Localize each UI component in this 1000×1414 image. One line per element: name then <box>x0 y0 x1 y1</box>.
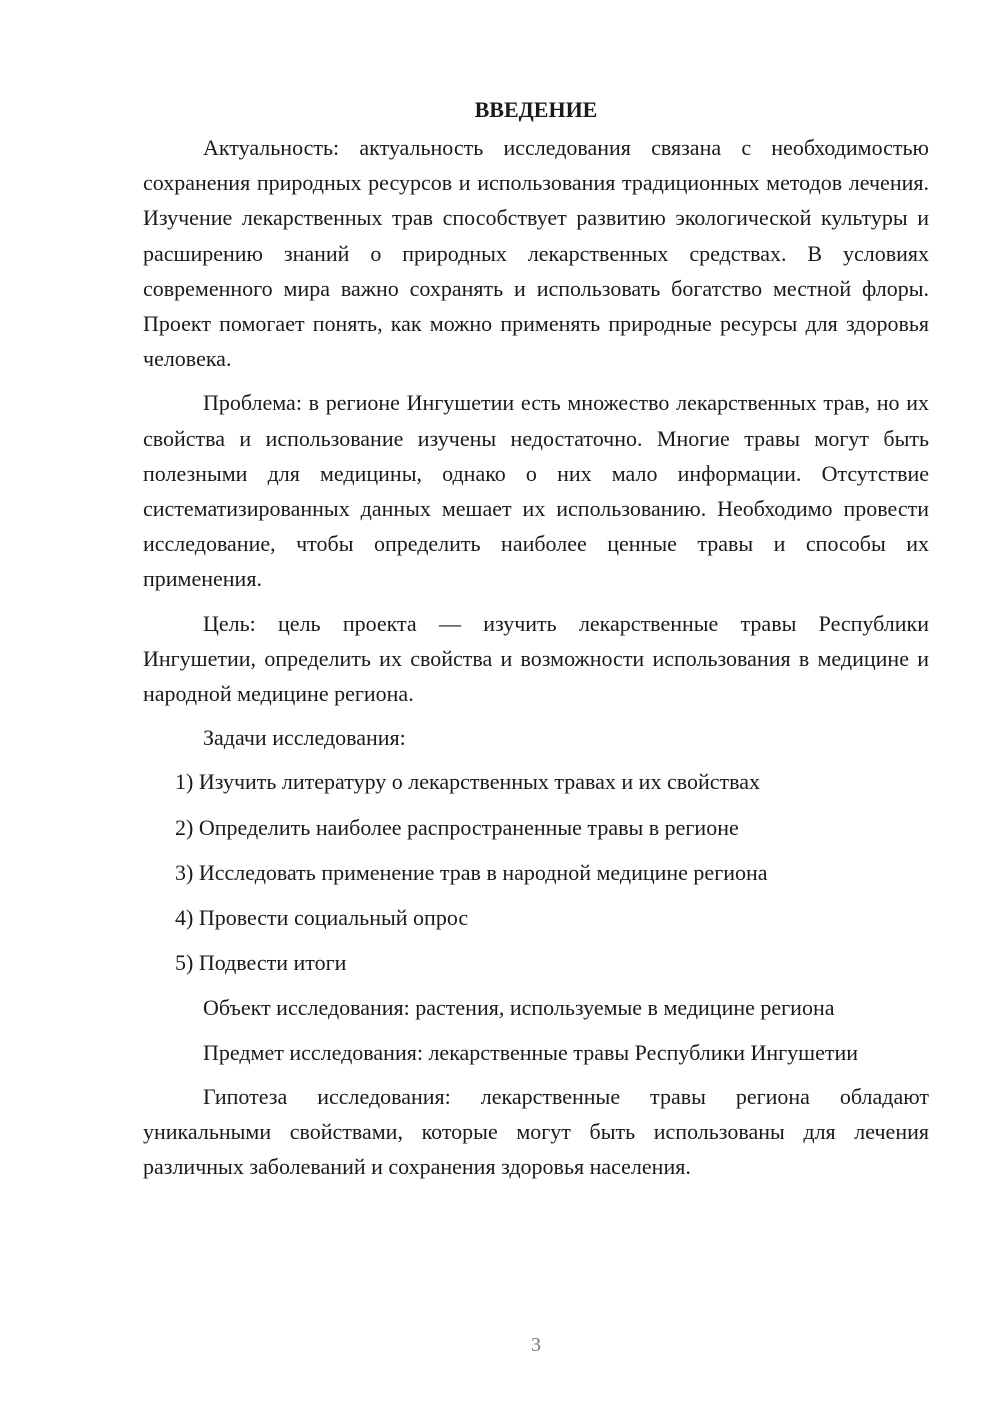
paragraph-hypothesis: Гипотеза исследования: лекарственные травы региона обладают уникальными свойствами, которые могут быть использованы для лечения различных заболеваний и сохранения здоровья населения. <box>143 1083 929 1180</box>
tasks-list <box>143 764 929 980</box>
list-item: 5) Подвести итоги <box>175 950 347 976</box>
list-item: 1) Изучить литературу о лекарственных травах и их свойствах <box>175 769 760 795</box>
paragraph-subject: Предмет исследования: лекарственные травы Республики Ингушетии <box>203 1039 859 1065</box>
list-item: 2) Определить наиболее распространенные травы в регионе <box>175 814 739 840</box>
paragraph-problem: Проблема: в регионе Ингушетии есть множество лекарственных трав, но их свойства и использование изучены недостаточно. Многие травы могут быть полезными для медицины, однако о них мало информации. Отсутствие систематизированных данных мешает их использованию. Необходимо провести исследование, чтобы определить наиболее ценные травы и способы их применения. <box>143 390 929 592</box>
list-item: 4) Провести социальный опрос <box>175 905 469 931</box>
page-number: 3 <box>531 1334 541 1356</box>
list-item: 3) Исследовать применение трав в народной медицине региона <box>175 859 768 885</box>
tasks-heading: Задачи исследования: <box>203 725 406 751</box>
paragraph-goal: Цель: цель проекта — изучить лекарственные травы Республики Ингушетии, определить их свойства и возможности использования в медицине и народной медицине региона. <box>143 610 929 707</box>
document-page <box>143 92 929 1193</box>
paragraph-relevance: Актуальность: актуальность исследования связана с необходимостью сохранения природных ресурсов и использования традиционных методов лечения. Изучение лекарственных трав способствует развитию экологической культуры и расширению знаний о природных лекарственных средствах. В условиях современного мира важно сохранять и использовать богатство местной флоры. Проект помогает понять, как можно применять природные ресурсы для здоровья человека. <box>143 135 929 372</box>
paragraph-object: Объект исследования: растения, используемые в медицине региона <box>203 995 835 1021</box>
section-title: ВВЕДЕНИЕ <box>474 97 598 122</box>
